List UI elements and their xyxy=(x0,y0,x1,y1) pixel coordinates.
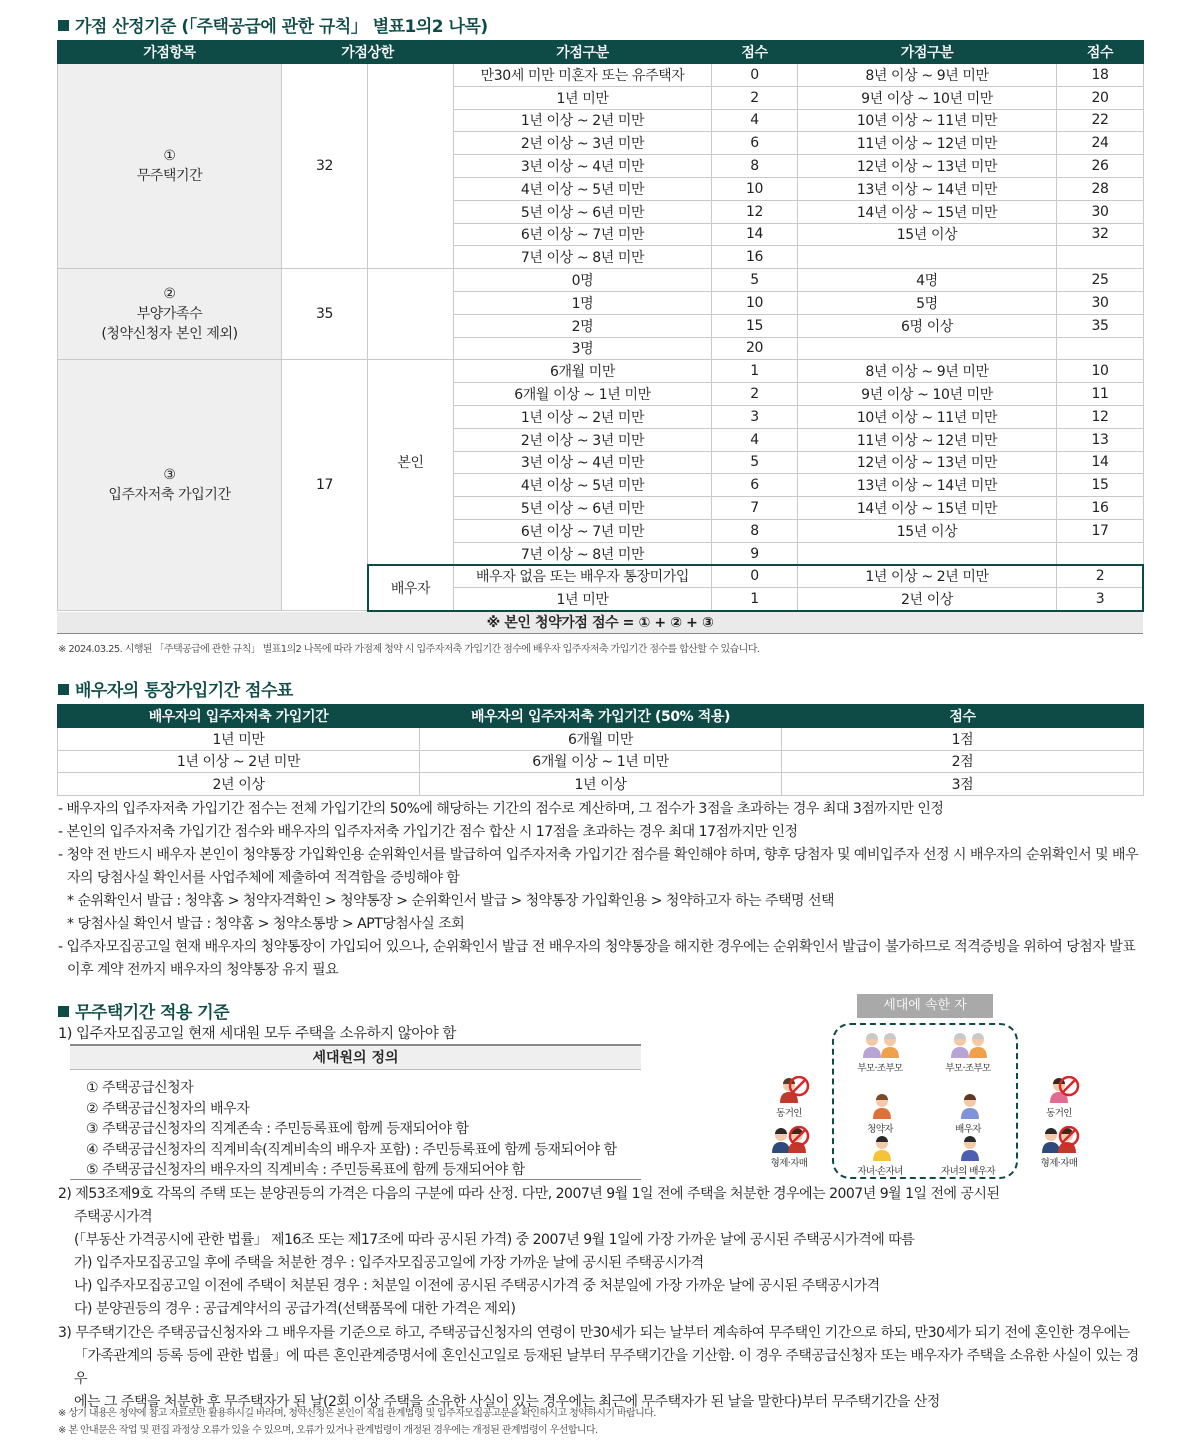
note-item: - 청약 전 반드시 배우자 본인이 청약통장 가입확인용 순위확인서를 발급하여 입주자저축 가입기간 점수를 확인해야 하며, 향후 당첨자 및 예비입주자 선정 시 배우자의 순위확인서 및 배우자의 당첨사실 확인서를 사업주체에 제출하여 적격함을 증빙해야 함 xyxy=(58,847,1139,886)
spouse-score-table xyxy=(57,704,1144,796)
person-label: 부모·조부모 xyxy=(945,1063,991,1074)
category-cell: ① 무주택기간 xyxy=(58,64,282,269)
household-person xyxy=(1027,1076,1091,1119)
score-cell: 13 xyxy=(1057,428,1144,451)
score-cell: 6 xyxy=(712,474,798,497)
criteria-cell: 14년 이상 ~ 15년 미만 xyxy=(798,200,1057,223)
score-cell: 20 xyxy=(712,337,798,360)
score-cell: 14 xyxy=(1057,451,1144,474)
person-label: 형제·자매 xyxy=(770,1158,808,1169)
score-cell: 8 xyxy=(712,519,798,542)
max-score-cell: 35 xyxy=(282,269,368,360)
table-row: 1년 미만 6개월 미만 1점 xyxy=(58,728,1144,751)
criteria-cell: 3년 이상 ~ 4년 미만 xyxy=(454,451,712,474)
criteria-cell: 9년 이상 ~ 10년 미만 xyxy=(798,86,1057,109)
person-label: 배우자 xyxy=(955,1124,981,1135)
score-cell: 9 xyxy=(712,542,798,565)
score-cell: 15 xyxy=(1057,474,1144,497)
criteria-cell: 1년 이상 ~ 2년 미만 xyxy=(798,565,1057,588)
subgroup-cell xyxy=(368,64,454,269)
criteria-cell: 5명 xyxy=(798,291,1057,314)
criteria-cell: 3명 xyxy=(454,337,712,360)
definition-item: ④ 주택공급신청자의 직계비속(직계비속의 배우자 포함) : 주민등록표에 함께 등재되어야 함 xyxy=(86,1141,617,1158)
score-cell: 7 xyxy=(712,497,798,520)
household-label: 세대에 속한 자 xyxy=(857,994,993,1018)
score-cell: 1 xyxy=(712,360,798,383)
table-header-row: 가점항목 가점상한 가점구분 점수 가점구분 점수 xyxy=(58,41,1144,64)
score-cell: 20 xyxy=(1057,86,1144,109)
criteria-cell: 4명 xyxy=(798,269,1057,292)
rule-item-2: 2) 제53조제9호 각목의 주택 또는 분양권등의 가격은 다음의 구분에 따라 산정. 다만, 2007년 9월 1일 전에 주택을 처분한 경우에는 2007년 9월 1일 전에 공시된 주택공시가격 (「부동산 가격공시에 관한 법률」 제16조 또는 제17조에 따라 공시된 가격) 중 2007년 9월 1일에 가장 가까운 날에 공시된 주택공시가격에 따름 가) 입주자모집공고일 후에 주택을 처분한 경우 : 입주자모집공고일에 가장 가까운 날에 공시된 주택공시가격 나) 입주자모집공고일 이전에 주택이 처분된 경우 : 처분일 이전에 공시된 주택공시가격 중 처분일에 가장 가까운 날에 공시된 주택공시가격 다) 분양권등의 경우 : 공급계약서의 공급가격(선택품목에 대한 가격은 제외) xyxy=(58,1186,1000,1317)
note-item: - 배우자의 입주자저축 가입기간 점수는 전체 가입기간의 50%에 해당하는 기간의 점수로 계산하며, 그 점수가 3점을 초과하는 경우 최대 3점까지만 인정 xyxy=(58,801,944,817)
score-cell: 8 xyxy=(712,155,798,178)
footer-note-2: ※ 본 안내문은 작업 및 편집 과정상 오류가 있을 수 있으며, 오류가 있거나 관계법령이 개정된 경우에는 개정된 관계법령이 우선합니다. xyxy=(58,1425,598,1436)
person-label: 자녀의 배우자 xyxy=(941,1166,995,1177)
note-sub-item: * 순위확인서 발급 : 청약홈 > 청약자격확인 > 청약통장 > 순위확인서 발급 > 청약통장 가입확인용 > 청약하고자 하는 주택명 선택 xyxy=(67,893,835,909)
table-header-row: 배우자의 입주자저축 가입기간 배우자의 입주자저축 가입기간 (50% 적용) 점수 xyxy=(58,705,1144,728)
score-cell: 35 xyxy=(1057,314,1144,337)
applicant-icon xyxy=(850,1092,910,1120)
definition-item: ② 주택공급신청자의 배우자 xyxy=(86,1100,250,1117)
score-cell xyxy=(1057,542,1144,565)
section3-title: 무주택기간 적용 기준 xyxy=(58,998,229,1023)
score-cell: 30 xyxy=(1057,200,1144,223)
criteria-cell xyxy=(798,246,1057,269)
criteria-cell: 2년 이상 xyxy=(798,588,1057,611)
score-cell xyxy=(1057,246,1144,269)
subgroup-cell: 배우자 xyxy=(368,565,454,611)
score-cell: 12 xyxy=(1057,405,1144,428)
subgroup-cell: 본인 xyxy=(368,360,454,565)
household-person xyxy=(936,1134,1000,1177)
section1-title: 가점 산정기준 (「주택공급에 관한 규칙」 별표1의2 나목) xyxy=(58,12,488,37)
definition-item: ① 주택공급신청자 xyxy=(86,1080,194,1096)
criteria-cell: 4년 이상 ~ 5년 미만 xyxy=(454,474,712,497)
criteria-cell: 8년 이상 ~ 9년 미만 xyxy=(798,360,1057,383)
score-cell: 32 xyxy=(1057,223,1144,246)
section2-title: 배우자의 통장가입기간 점수표 xyxy=(58,676,293,701)
criteria-cell: 10년 이상 ~ 11년 미만 xyxy=(798,109,1057,132)
person-label: 형제·자매 xyxy=(1040,1158,1078,1169)
score-cell: 0 xyxy=(712,565,798,588)
person-label: 자녀·손자녀 xyxy=(857,1166,903,1177)
person-label: 동거인 xyxy=(1046,1108,1072,1119)
table-note: ※ 2024.03.25. 시행된 「주택공급에 관한 규칙」 별표1의2 나목에 따라 가점제 청약 시 입주자저축 가입기간 점수에 배우자 입주자저축 가입기간 점수를 합산할 수 있습니다. xyxy=(58,644,760,655)
person-label: 청약자 xyxy=(867,1124,893,1135)
score-cell: 17 xyxy=(1057,519,1144,542)
score-cell: 26 xyxy=(1057,155,1144,178)
criteria-cell: 배우자 없음 또는 배우자 통장미가입 xyxy=(454,565,712,588)
household-person xyxy=(848,1134,912,1177)
criteria-cell: 7년 이상 ~ 8년 미만 xyxy=(454,542,712,565)
score-cell: 1 xyxy=(712,588,798,611)
household-person xyxy=(936,1031,1000,1074)
spouse-icon xyxy=(938,1092,998,1120)
criteria-cell: 12년 이상 ~ 13년 미만 xyxy=(798,451,1057,474)
criteria-cell: 1년 이상 ~ 2년 미만 xyxy=(454,109,712,132)
criteria-cell: 5년 이상 ~ 6년 미만 xyxy=(454,497,712,520)
score-cell: 5 xyxy=(712,269,798,292)
table-row: 1년 이상 ~ 2년 미만 6개월 이상 ~ 1년 미만 2점 xyxy=(58,750,1144,773)
score-cell: 4 xyxy=(712,428,798,451)
excluded-siblings-icon xyxy=(759,1126,819,1154)
criteria-cell: 3년 이상 ~ 4년 미만 xyxy=(454,155,712,178)
household-person xyxy=(757,1126,821,1169)
criteria-cell: 6개월 미만 xyxy=(454,360,712,383)
household-person xyxy=(936,1092,1000,1135)
criteria-cell: 11년 이상 ~ 12년 미만 xyxy=(798,428,1057,451)
criteria-cell: 1년 미만 xyxy=(454,588,712,611)
household-person xyxy=(1027,1126,1091,1169)
person-label: 동거인 xyxy=(776,1108,802,1119)
note-item: - 입주자모집공고일 현재 배우자의 청약통장이 가입되어 있으나, 순위확인서 발급 전 배우자의 청약통장을 해지한 경우에는 순위확인서 발급이 불가하므로 적격증빙을 위하여 당첨자 발표 이후 계약 전까지 배우자의 청약통장 유지 필요 xyxy=(58,939,1136,978)
criteria-cell: 6명 이상 xyxy=(798,314,1057,337)
table-row xyxy=(58,269,1144,292)
definition-item: ⑤ 주택공급신청자의 배우자의 직계비속 : 주민등록표에 함께 등재되어야 함 xyxy=(86,1162,525,1178)
rule-item-1: 1) 입주자모집공고일 현재 세대원 모두 주택을 소유하지 않아야 함 xyxy=(58,1026,456,1042)
note-sub-item: * 당첨사실 확인서 발급 : 청약홈 > 청약소통방 > APT당첨사실 조회 xyxy=(67,916,465,932)
total-score-formula: ※ 본인 청약가점 점수 = ① + ② + ③ xyxy=(57,612,1143,634)
score-cell: 4 xyxy=(712,109,798,132)
child-spouse-icon xyxy=(938,1134,998,1162)
spouse-notes xyxy=(58,798,1148,982)
criteria-cell: 14년 이상 ~ 15년 미만 xyxy=(798,497,1057,520)
score-cell: 11 xyxy=(1057,383,1144,406)
criteria-cell: 1년 이상 ~ 2년 미만 xyxy=(454,405,712,428)
score-cell: 10 xyxy=(712,177,798,200)
score-cell: 12 xyxy=(712,200,798,223)
criteria-cell: 2년 이상 ~ 3년 미만 xyxy=(454,132,712,155)
score-cell: 30 xyxy=(1057,291,1144,314)
criteria-cell: 2명 xyxy=(454,314,712,337)
excluded-siblings-icon xyxy=(1029,1126,1089,1154)
score-cell: 3 xyxy=(1057,588,1144,611)
score-cell: 14 xyxy=(712,223,798,246)
score-cell: 3 xyxy=(712,405,798,428)
criteria-cell: 6개월 이상 ~ 1년 미만 xyxy=(454,383,712,406)
table-row: 2년 이상 1년 이상 3점 xyxy=(58,773,1144,796)
score-cell: 28 xyxy=(1057,177,1144,200)
score-cell: 16 xyxy=(712,246,798,269)
score-criteria-table xyxy=(57,40,1144,611)
criteria-cell: 0명 xyxy=(454,269,712,292)
score-cell: 2 xyxy=(1057,565,1144,588)
score-cell: 5 xyxy=(712,451,798,474)
criteria-cell: 10년 이상 ~ 11년 미만 xyxy=(798,405,1057,428)
max-score-cell: 32 xyxy=(282,64,368,269)
category-cell: ② 부양가족수 (청약신청자 본인 제외) xyxy=(58,269,282,360)
criteria-cell: 2년 이상 ~ 3년 미만 xyxy=(454,428,712,451)
score-cell: 6 xyxy=(712,132,798,155)
household-definition-box xyxy=(70,1044,641,1180)
score-cell: 22 xyxy=(1057,109,1144,132)
criteria-cell: 8년 이상 ~ 9년 미만 xyxy=(798,64,1057,87)
score-cell: 10 xyxy=(1057,360,1144,383)
criteria-cell: 15년 이상 xyxy=(798,519,1057,542)
category-cell: ③ 입주자저축 가입기간 xyxy=(58,360,282,611)
score-cell: 16 xyxy=(1057,497,1144,520)
criteria-cell xyxy=(798,542,1057,565)
criteria-cell: 13년 이상 ~ 14년 미만 xyxy=(798,177,1057,200)
criteria-cell: 15년 이상 xyxy=(798,223,1057,246)
score-cell xyxy=(1057,337,1144,360)
household-person xyxy=(757,1076,821,1119)
criteria-cell: 1명 xyxy=(454,291,712,314)
excluded-person-icon xyxy=(1029,1076,1089,1104)
grandparents-icon xyxy=(850,1031,910,1059)
criteria-cell: 1년 미만 xyxy=(454,86,712,109)
table-row xyxy=(58,64,1144,87)
criteria-cell: 11년 이상 ~ 12년 미만 xyxy=(798,132,1057,155)
score-cell: 0 xyxy=(712,64,798,87)
criteria-cell: 5년 이상 ~ 6년 미만 xyxy=(454,200,712,223)
score-cell: 15 xyxy=(712,314,798,337)
footer-note-1: ※ 상기 내용은 청약에 참고 자료로만 활용하시길 바라며, 청약신청은 본인이 직접 관계법령 및 입주자모집공고문을 확인하시고 청약하시기 바랍니다. xyxy=(58,1408,656,1419)
criteria-cell xyxy=(798,337,1057,360)
note-item: - 본인의 입주자저축 가입기간 점수와 배우자의 입주자저축 가입기간 점수 합산 시 17점을 초과하는 경우 최대 17점까지만 인정 xyxy=(58,824,798,840)
subgroup-cell xyxy=(368,269,454,360)
criteria-cell: 만30세 미만 미혼자 또는 유주택자 xyxy=(454,64,712,87)
criteria-cell: 4년 이상 ~ 5년 미만 xyxy=(454,177,712,200)
criteria-cell: 13년 이상 ~ 14년 미만 xyxy=(798,474,1057,497)
max-score-cell: 17 xyxy=(282,360,368,611)
criteria-cell: 7년 이상 ~ 8년 미만 xyxy=(454,246,712,269)
household-person xyxy=(848,1031,912,1074)
table-row xyxy=(58,360,1144,383)
definition-heading: 세대원의 정의 xyxy=(70,1046,641,1070)
criteria-cell: 9년 이상 ~ 10년 미만 xyxy=(798,383,1057,406)
score-cell: 24 xyxy=(1057,132,1144,155)
score-cell: 18 xyxy=(1057,64,1144,87)
household-person xyxy=(848,1092,912,1135)
score-cell: 25 xyxy=(1057,269,1144,292)
criteria-cell: 6년 이상 ~ 7년 미만 xyxy=(454,223,712,246)
person-label: 부모·조부모 xyxy=(857,1063,903,1074)
score-cell: 2 xyxy=(712,86,798,109)
score-cell: 10 xyxy=(712,291,798,314)
child-icon xyxy=(850,1134,910,1162)
score-cell: 2 xyxy=(712,383,798,406)
excluded-person-icon xyxy=(759,1076,819,1104)
criteria-cell: 12년 이상 ~ 13년 미만 xyxy=(798,155,1057,178)
grandparents-icon xyxy=(938,1031,998,1059)
definition-item: ③ 주택공급신청자의 직계존속 : 주민등록표에 함께 등재되어야 함 xyxy=(86,1121,469,1137)
rule-item-3: 3) 무주택기간은 주택공급신청자와 그 배우자를 기준으로 하고, 주택공급신청자의 연령이 만30세가 되는 날부터 계속하여 무주택인 기간으로 하되, 만30세가 되기 전에 혼인한 경우에는 「가족관계의 등록 등에 관한 법률」에 따른 혼인관계증명서에 혼인신고일로 등재된 날부터 무주택기간을 기산함. 이 경우 주택공급신청자 또는 배우자가 주택을 소유한 사실이 있는 경우 에는 그 주택을 처분한 후 무주택자가 된 날(2회 이상 주택을 소유한 사실이 있는 경우에는 최근에 무주택자가 된 날을 말한다)부터 무주택기간을 산정 xyxy=(58,1325,1139,1410)
criteria-cell: 6년 이상 ~ 7년 미만 xyxy=(454,519,712,542)
